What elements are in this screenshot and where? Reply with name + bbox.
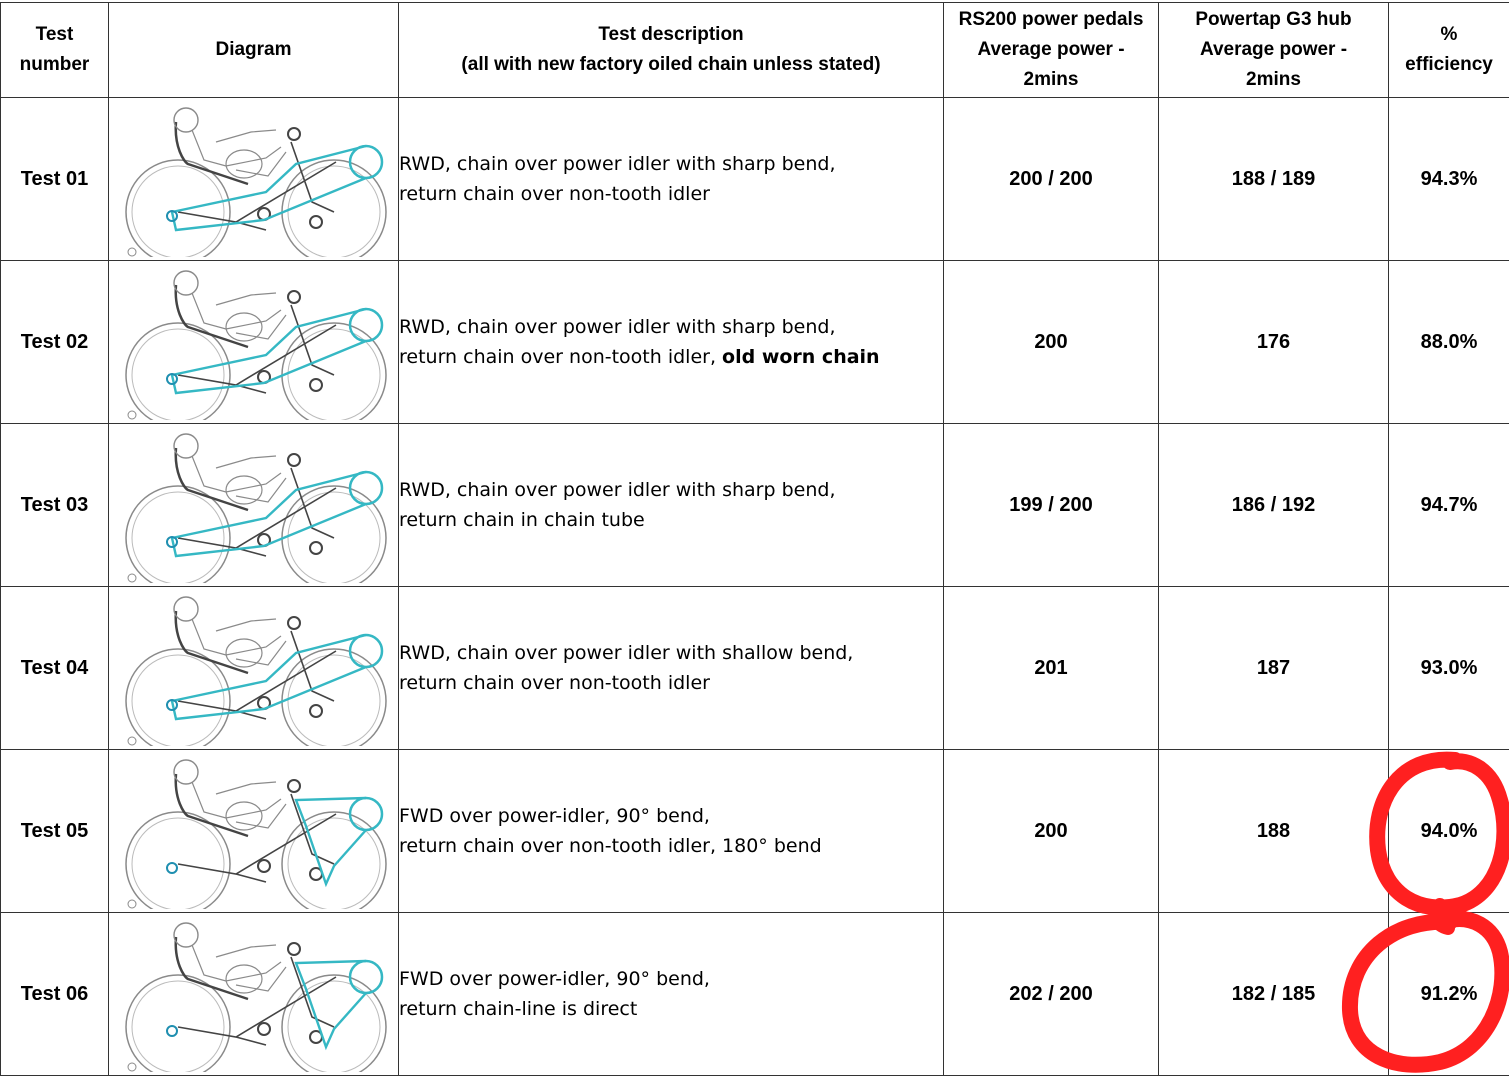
powertap-cell: 182 / 185 (1159, 913, 1389, 1076)
rider-hip (226, 802, 262, 830)
small-roller (128, 1063, 136, 1071)
efficiency-cell: 94.3% (1389, 98, 1509, 261)
powertap-cell: 188 / 189 (1159, 98, 1389, 261)
efficiency-cell: 91.2% (1389, 913, 1509, 1076)
rider-hip (226, 313, 262, 341)
pedal (310, 542, 322, 554)
chainring (350, 472, 382, 504)
diagram-cell (109, 424, 399, 587)
small-roller (128, 411, 136, 419)
header-test-number: Test number (1, 3, 109, 98)
front-wheel (282, 812, 386, 909)
crank-hub (288, 454, 300, 466)
results-table (0, 2, 1509, 1076)
test-number-cell: Test 01 (1, 98, 109, 261)
bike-diagram-image (116, 754, 392, 909)
table-row (1, 913, 1509, 1076)
rear-sprocket (167, 1026, 177, 1036)
rear-wheel (126, 486, 230, 583)
powertap-cell: 188 (1159, 750, 1389, 913)
efficiency-cell: 93.0% (1389, 587, 1509, 750)
small-roller (128, 248, 136, 256)
rs200-cell: 200 (944, 750, 1159, 913)
diagram-cell (109, 98, 399, 261)
chainring (350, 798, 382, 830)
header-row (1, 3, 1509, 98)
pedal (310, 216, 322, 228)
description-cell: RWD, chain over power idler with shallow bend, return chain over non-tooth idler (399, 587, 944, 750)
pedal (310, 379, 322, 391)
rear-sprocket (167, 863, 177, 873)
rear-wheel (126, 160, 230, 257)
idler-wheel (258, 1023, 270, 1035)
diagram-cell (109, 587, 399, 750)
header-description: Test description (all with new factory oiled chain unless stated) (399, 3, 944, 98)
diagram-cell (109, 750, 399, 913)
bike-diagram-image (116, 265, 392, 420)
description-cell: RWD, chain over power idler with sharp bend, return chain in chain tube (399, 424, 944, 587)
powertap-cell: 176 (1159, 261, 1389, 424)
rider-head (174, 434, 198, 458)
idler-wheel (258, 860, 270, 872)
table-row (1, 261, 1509, 424)
test-number-cell: Test 06 (1, 913, 109, 1076)
rider-head (174, 923, 198, 947)
rear-wheel (126, 975, 230, 1072)
test-number-cell: Test 02 (1, 261, 109, 424)
rider-head (174, 271, 198, 295)
table-row (1, 98, 1509, 261)
crank-hub (288, 780, 300, 792)
description-cell: RWD, chain over power idler with sharp bend, return chain over non-tooth idler (399, 98, 944, 261)
front-wheel (282, 323, 386, 420)
header-diagram: Diagram (109, 3, 399, 98)
rider-head (174, 597, 198, 621)
test-number-cell: Test 05 (1, 750, 109, 913)
rear-wheel-rim (132, 818, 224, 909)
description-cell: RWD, chain over power idler with sharp bend, return chain over non-tooth idler, old worn chain (399, 261, 944, 424)
header-powertap: Powertap G3 hub Average power - 2mins (1159, 3, 1389, 98)
efficiency-cell: 94.7% (1389, 424, 1509, 587)
pedal (310, 705, 322, 717)
front-wheel (282, 649, 386, 746)
rider-hip (226, 639, 262, 667)
rs200-cell: 199 / 200 (944, 424, 1159, 587)
header-efficiency: % efficiency (1389, 3, 1509, 98)
rs200-cell: 200 (944, 261, 1159, 424)
description-cell: FWD over power-idler, 90° bend, return chain-line is direct (399, 913, 944, 1076)
small-roller (128, 900, 136, 908)
powertap-cell: 187 (1159, 587, 1389, 750)
rs200-cell: 201 (944, 587, 1159, 750)
rear-wheel (126, 323, 230, 420)
table-row (1, 750, 1509, 913)
test-number-cell: Test 03 (1, 424, 109, 587)
powertap-cell: 186 / 192 (1159, 424, 1389, 587)
chain-line (172, 635, 366, 719)
chain-line (296, 961, 366, 1047)
crank-hub (288, 617, 300, 629)
rs200-cell: 202 / 200 (944, 913, 1159, 1076)
chainring (350, 146, 382, 178)
table-row (1, 587, 1509, 750)
efficiency-cell: 94.0% (1389, 750, 1509, 913)
bike-diagram-image (116, 917, 392, 1072)
rear-wheel (126, 812, 230, 909)
bike-diagram-image (116, 591, 392, 746)
rider-head (174, 108, 198, 132)
crank-hub (288, 291, 300, 303)
small-roller (128, 574, 136, 582)
rider-head (174, 760, 198, 784)
table-row (1, 424, 1509, 587)
rider-hip (226, 476, 262, 504)
rs200-cell: 200 / 200 (944, 98, 1159, 261)
chain-line (172, 309, 366, 393)
rear-wheel-rim (132, 981, 224, 1072)
diagram-cell (109, 261, 399, 424)
description-cell: FWD over power-idler, 90° bend, return chain over non-tooth idler, 180° bend (399, 750, 944, 913)
chain-line (172, 146, 366, 230)
front-wheel (282, 486, 386, 583)
front-wheel (282, 975, 386, 1072)
chain-line (172, 472, 366, 556)
rider-hip (226, 150, 262, 178)
small-roller (128, 737, 136, 745)
bike-diagram-image (116, 102, 392, 257)
chainring (350, 309, 382, 341)
rider-hip (226, 965, 262, 993)
chain-line (296, 798, 366, 884)
test-number-cell: Test 04 (1, 587, 109, 750)
crank-hub (288, 943, 300, 955)
front-wheel (282, 160, 386, 257)
rear-wheel (126, 649, 230, 746)
diagram-cell (109, 913, 399, 1076)
bike-diagram-image (116, 428, 392, 583)
header-rs200: RS200 power pedals Average power - 2mins (944, 3, 1159, 98)
chainring (350, 635, 382, 667)
crank-hub (288, 128, 300, 140)
chainring (350, 961, 382, 993)
efficiency-cell: 88.0% (1389, 261, 1509, 424)
